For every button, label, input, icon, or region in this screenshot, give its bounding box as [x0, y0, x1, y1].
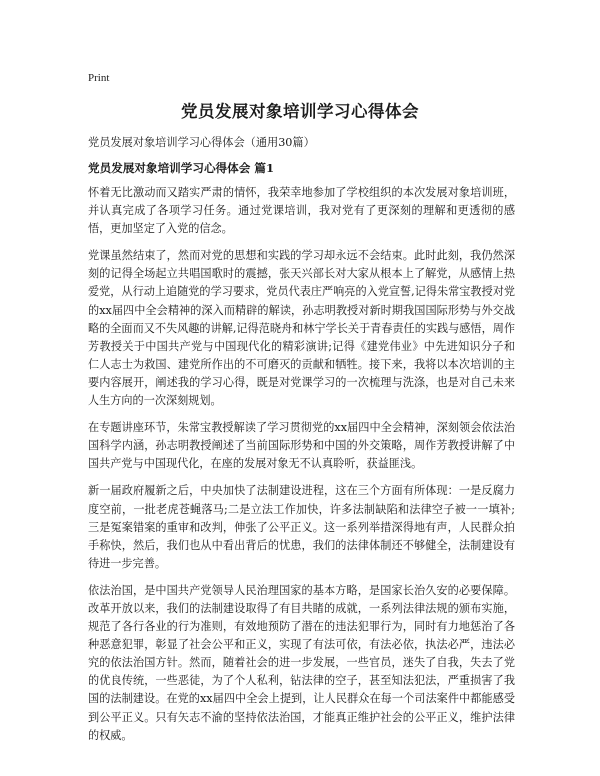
print-label: Print: [88, 72, 110, 84]
document-title: 党员发展对象培训学习心得体会: [181, 102, 419, 121]
paragraph-2: 党课虽然结束了，然而对党的思想和实践的学习却永远不会结束。此时此刻，我仍然深刻的记得全场起立共唱国歌时的震撼，张天兴部长对大家从根本上了解党，从感情上热爱党，从行动上追随党的学习要求，党员代表庄严响亮的入党宣誓,记得朱常宝教授对党的xx届四中全会精神的深入而精辟的解读，孙志明教授对新时期我国国际形势与外交战略的全面而又不失风趣的讲解,记得范晓舟和林宁学长关于青春责任的实践与感悟，周作芳教授关于中国共产党与中国现代化的精彩演讲;记得《建党伟业》中先进知识分子和仁人志士为救国、建党所作出的不可磨灭的贡献和牺牲。接下来，我将以本次培训的主要内容展开，阐述我的学习心得，既是对党课学习的一次梳理与洗涤，也是对自己未来人生方向的一次深刻规划。: [88, 249, 515, 408]
paragraph-4: 新一届政府履新之后，中央加快了法制建设进程，这在三个方面有所体现：一是反腐力度空前，一批老虎苍蝇落马;二是立法工作加快，许多法制缺陷和法律空子被一一填补;三是冤案错案的重审和改判，伸张了公平正义。这一系列举措深得地有声，人民群众拍手称快，然后，我们也从中看出背后的忧患，我们的法律体制还不够健全，法制建设有待进一步完善。: [88, 484, 515, 570]
document-body: [88, 184, 515, 754]
section-heading: 党员发展对象培训学习心得体会 篇1: [88, 161, 275, 175]
paragraph-1: 怀着无比激动而又踏实严肃的情怀，我荣幸地参加了学校组织的本次发展对象培训班，并认真完成了各项学习任务。通过党课培训，我对党有了更深刻的理解和更透彻的感悟，更加坚定了入党的信念。: [88, 186, 515, 236]
document-subtitle: 党员发展对象培训学习心得体会（通用30篇）: [88, 136, 315, 149]
paragraph-5: 依法治国，是中国共产党领导人民治理国家的基本方略，是国家长治久安的必要保障。改革开放以来，我们的法制建设取得了有目共睹的成就，一系列法律法规的颁布实施，规范了各行各业的行为准则，有效地预防了潜在的违法犯罪行为，同时有力地惩治了各种恶意犯罪，彰显了社会公平和正义，实现了有法可依，有法必依，执法必严，违法必究的依法治国方针。然而，随着社会的进一步发展，一些官员，迷失了自我，失去了党的优良传统，一些恶徒，为了个人私利，钻法律的空子，甚至知法犯法，严重损害了我国的法制建设。在党的xx届四中全会上提到，让人民群众在每一个司法案件中都能感受到公平正义。只有矢志不渝的坚持依法治国，才能真正维护社会的公平正义，维护法律的权威。: [88, 583, 515, 742]
paragraph-3: 在专题讲座环节，朱常宝教授解读了学习贯彻党的xx届四中全会精神，深刻领会依法治国科学内涵，孙志明教授阐述了当前国际形势和中国的外交策略，周作芳教授讲解了中国共产党与中国现代化，在座的发展对象无不认真聆听，获益匪浅。: [88, 421, 515, 471]
